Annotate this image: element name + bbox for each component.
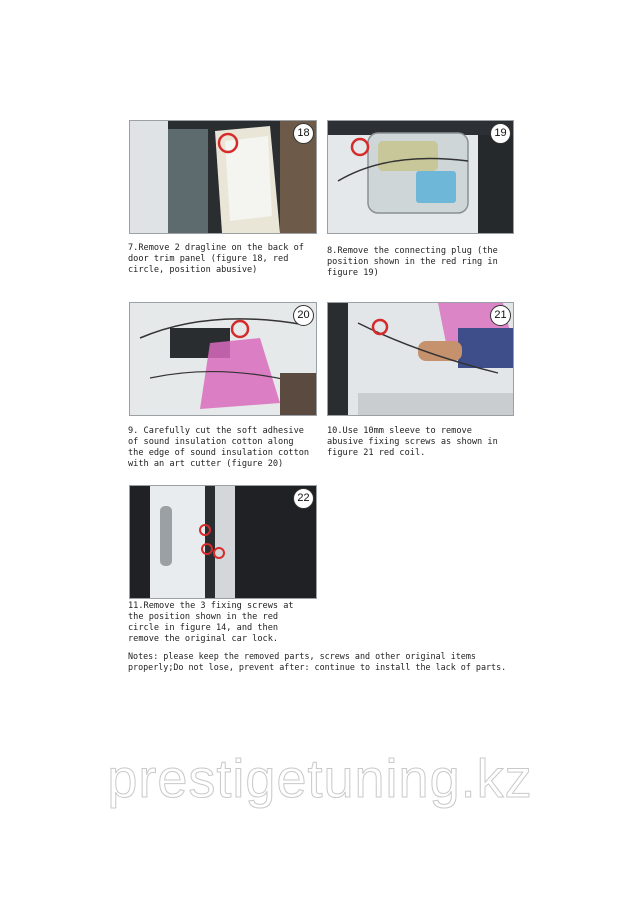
car-lock-image (130, 486, 316, 598)
figure-22-photo (129, 485, 317, 599)
figure-number-badge: 19 (490, 123, 511, 144)
figure-20-caption: 9. Carefully cut the soft adhesive of sound insulation cotton along the edge of sound insulation cotton with an art cutter (figure 20) (128, 426, 310, 469)
insulation-cotton-image (130, 303, 316, 415)
figure-number-badge: 18 (293, 123, 314, 144)
figure-number-badge: 22 (293, 488, 314, 509)
figure-21-caption: 10.Use 10mm sleeve to remove abusive fixing screws as shown in figure 21 red coil. (327, 426, 498, 458)
figure-number-badge: 21 (490, 305, 511, 326)
notes-text: Notes: please keep the removed parts, screws and other original items properly;Do not lose, prevent after: continue to install the lack of parts. (128, 651, 507, 672)
figure-20-photo (129, 302, 317, 416)
figure-number-badge: 20 (293, 305, 314, 326)
connecting-plug-image (328, 121, 513, 233)
figure-19-caption: 8.Remove the connecting plug (the position shown in the red ring in figure 19) (327, 246, 498, 278)
fixing-screws-image (328, 303, 513, 415)
figure-22-caption: 11.Remove the 3 fixing screws at the position shown in the red circle in figure 14, and then remove the original car lock. (128, 601, 294, 644)
door-trim-panel-image (130, 121, 316, 233)
figure-18-caption: 7.Remove 2 dragline on the back of door trim panel (figure 18, red circle, position abusive) (128, 243, 304, 275)
figure-19-photo (327, 120, 514, 234)
figure-18-photo (129, 120, 317, 234)
figure-21-photo (327, 302, 514, 416)
watermark-text: prestigetuning.kz (107, 749, 533, 809)
